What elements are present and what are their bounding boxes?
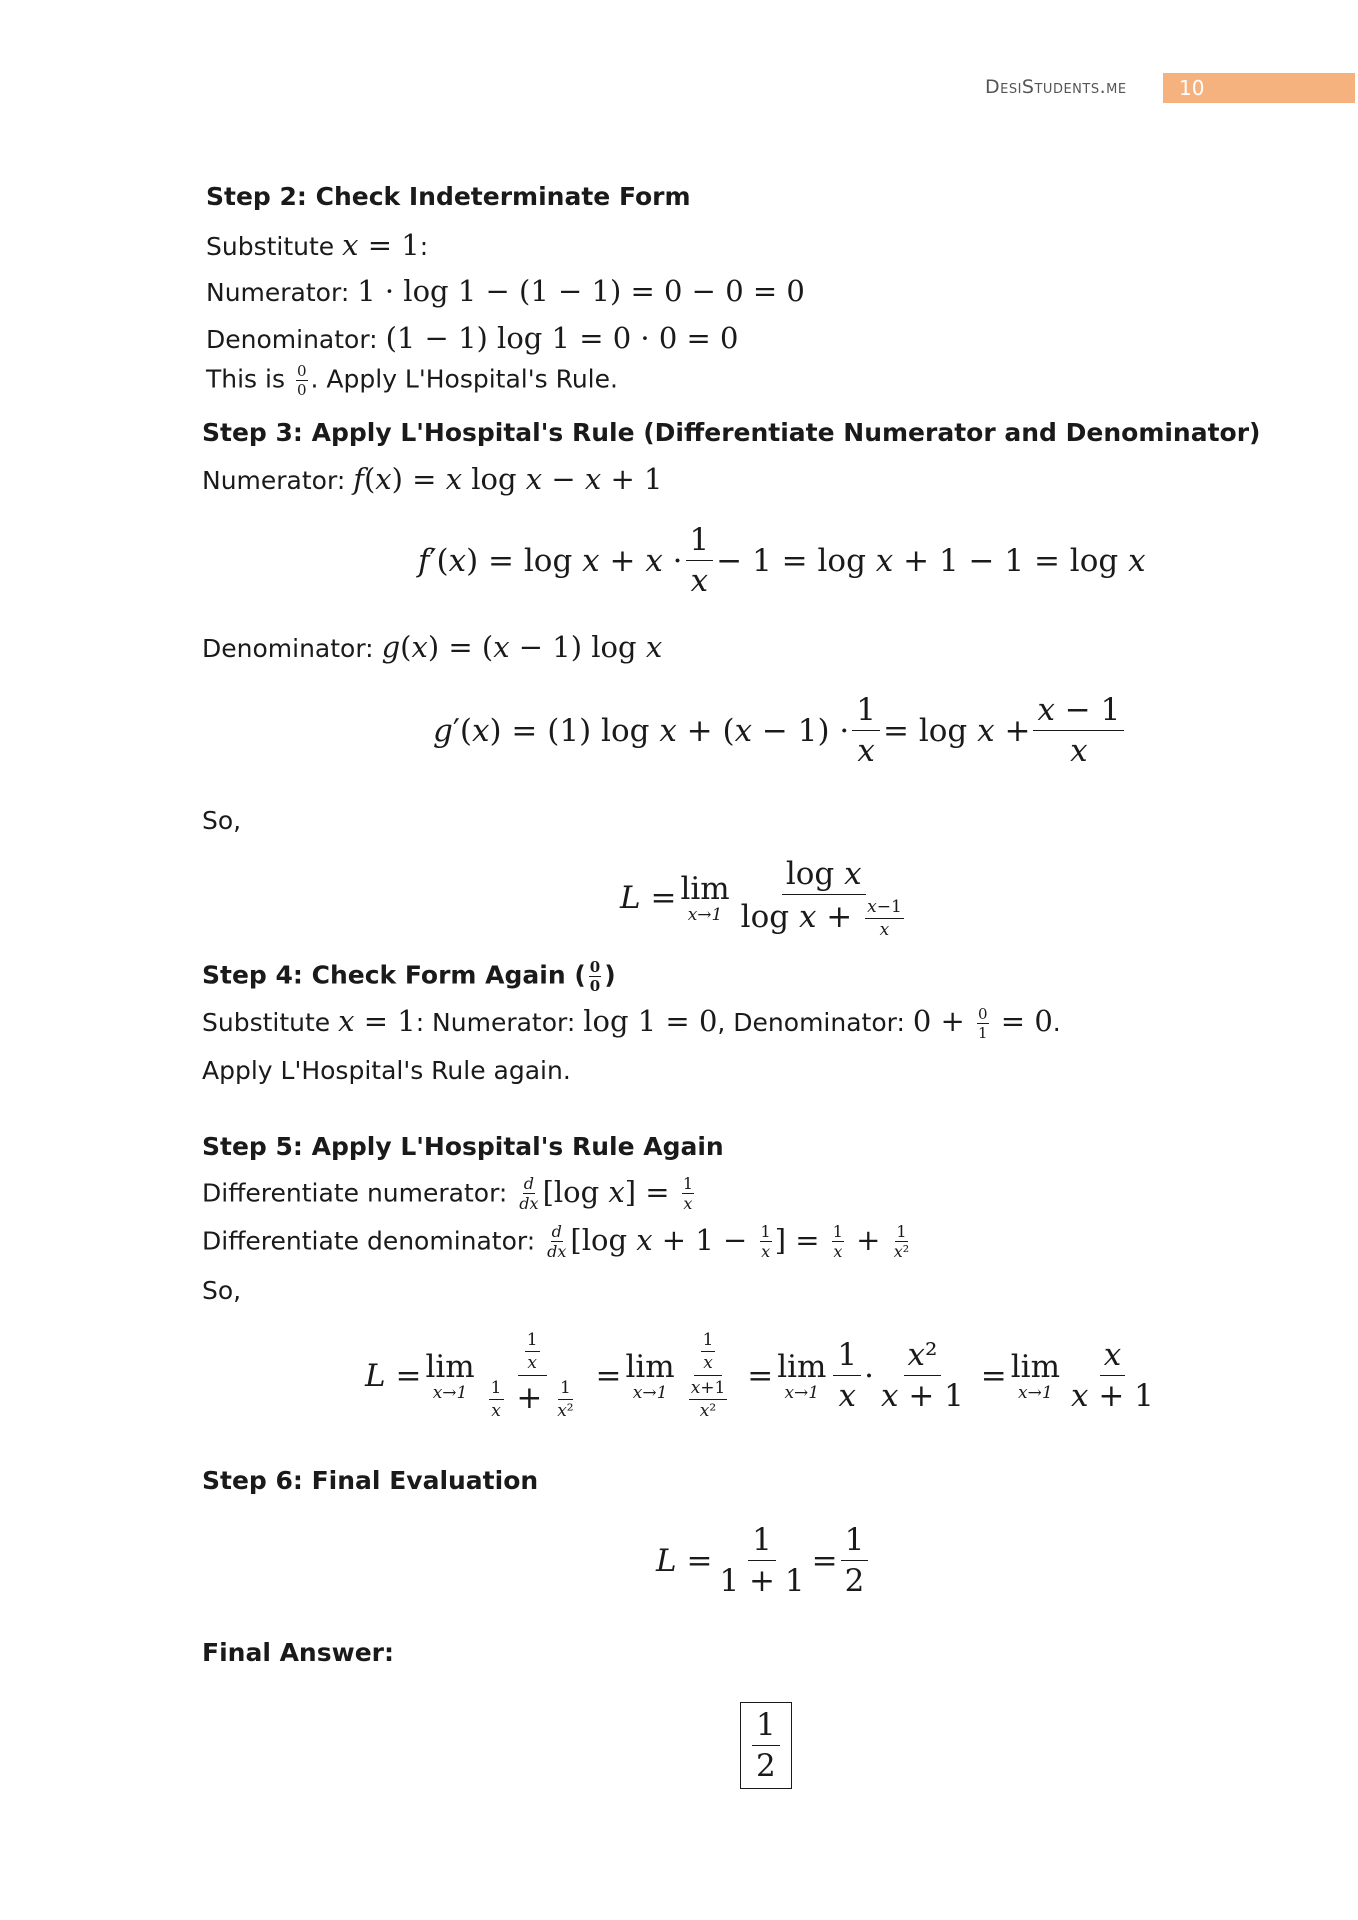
page-number: 10 <box>1163 73 1355 103</box>
step5-diff-numerator <box>202 1174 697 1213</box>
equation: x = 1 <box>342 228 420 262</box>
equation: g(x) = (x − 1) log x <box>381 630 663 664</box>
equation: x = 1 <box>338 1004 416 1038</box>
step3-numerator-line <box>202 462 662 496</box>
equation: $\frac{d}{dx}$ [log x] = $\frac{1}{x}$ <box>519 1174 694 1213</box>
final-evaluation-equation: L = $\frac{1}{1 + 1}$ = $\frac{1}{2}$ <box>656 1522 871 1599</box>
equation: 1 · log 1 − (1 − 1) = 0 − 0 = 0 <box>357 274 805 308</box>
zero-over-zero: $\frac{0}{0}$ <box>589 958 601 995</box>
numerator-label: Numerator: <box>206 278 350 307</box>
g-prime-equation: g′(x) = (1) log x + (x − 1) · $\frac{1}{x}$ = log x + $\frac{x - 1}{x}$ <box>433 692 1127 769</box>
denominator-label: , Denominator: <box>717 1008 905 1037</box>
denominator-label: Denominator: <box>202 634 374 663</box>
substitute-label: Substitute <box>202 1008 331 1037</box>
limit-equation-2: L = lim x→1 $\frac{1}{x}$ $\frac{1}{x}$ + $\frac{1}{\text{x²}}$ = lim x→1 $\frac{\frac{1}{x}}{\frac{x+1}{\text{x²}}}$ = lim x→1 $\frac{1}{x}$ · $\frac{\text{x²}}{x + 1}$ = lim x→1 $\frac{x}{x + 1}$ <box>365 1330 1154 1421</box>
step4-heading <box>202 958 616 995</box>
step4-apply-again: Apply L'Hospital's Rule again. <box>202 1056 571 1085</box>
step2-numerator-line <box>206 274 805 308</box>
equation: (1 − 1) log 1 = 0 · 0 = 0 <box>385 321 739 355</box>
final-answer-heading: Final Answer: <box>202 1638 394 1667</box>
step3-denominator-line <box>202 630 662 664</box>
numerator-label: : Numerator: <box>415 1008 576 1037</box>
step3-so: So, <box>202 806 242 835</box>
step4-substitute-line: Substitute x = 1: Numerator: log 1 = 0, Denominator: 0 + $\frac{0}{1}$ = 0. <box>202 1004 1061 1042</box>
numerator-label: Numerator: <box>202 466 346 495</box>
step2-heading: Step 2: Check Indeterminate Form <box>206 182 691 211</box>
substitute-label: Substitute <box>206 232 335 261</box>
step5-diff-denominator <box>202 1222 913 1261</box>
equation: f(x) = x log x − x + 1 <box>353 462 663 496</box>
apply-rule-text: . Apply L'Hospital's Rule. <box>310 364 618 394</box>
step2-denominator-line <box>206 321 739 355</box>
this-is-label: This is <box>206 364 286 394</box>
step5-so: So, <box>202 1276 242 1305</box>
step2-substitute-line: Substitute x = 1: <box>206 228 429 262</box>
step4-heading-end: ) <box>604 960 616 990</box>
site-name: DesiStudents.me <box>985 76 1127 98</box>
step6-heading: Step 6: Final Evaluation <box>202 1466 539 1495</box>
equation: log 1 = 0 <box>583 1004 718 1038</box>
diff-numerator-label: Differentiate numerator: <box>202 1178 508 1208</box>
step3-heading: Step 3: Apply L'Hospital's Rule (Differentiate Numerator and Denominator) <box>202 418 1261 447</box>
limit-equation-1: L = lim x→1 log x log x + $\frac{x-1}{x}$ <box>620 856 902 940</box>
step2-form-line <box>206 362 618 399</box>
equation: $\frac{d}{dx}$ [log x + 1 − $\frac{1}{x}$ ] = $\frac{1}{x}$ + $\frac{1}{\text{x²}}$ <box>547 1222 910 1261</box>
diff-denominator-label: Differentiate denominator: <box>202 1226 536 1256</box>
equation: 0 + $\frac{0}{1}$ = 0 <box>912 1004 1053 1042</box>
f-prime-equation: f′(x) = log x + x · $\frac{1}{x}$ − 1 = log x + 1 − 1 = log x <box>418 522 1146 599</box>
zero-over-zero: $\frac{0}{0}$ <box>296 362 307 399</box>
final-answer-box: $\frac{1}{2}$ <box>740 1702 792 1789</box>
step4-heading-text: Step 4: Check Form Again ( <box>202 960 586 990</box>
denominator-label: Denominator: <box>206 325 378 354</box>
step5-heading: Step 5: Apply L'Hospital's Rule Again <box>202 1132 724 1161</box>
